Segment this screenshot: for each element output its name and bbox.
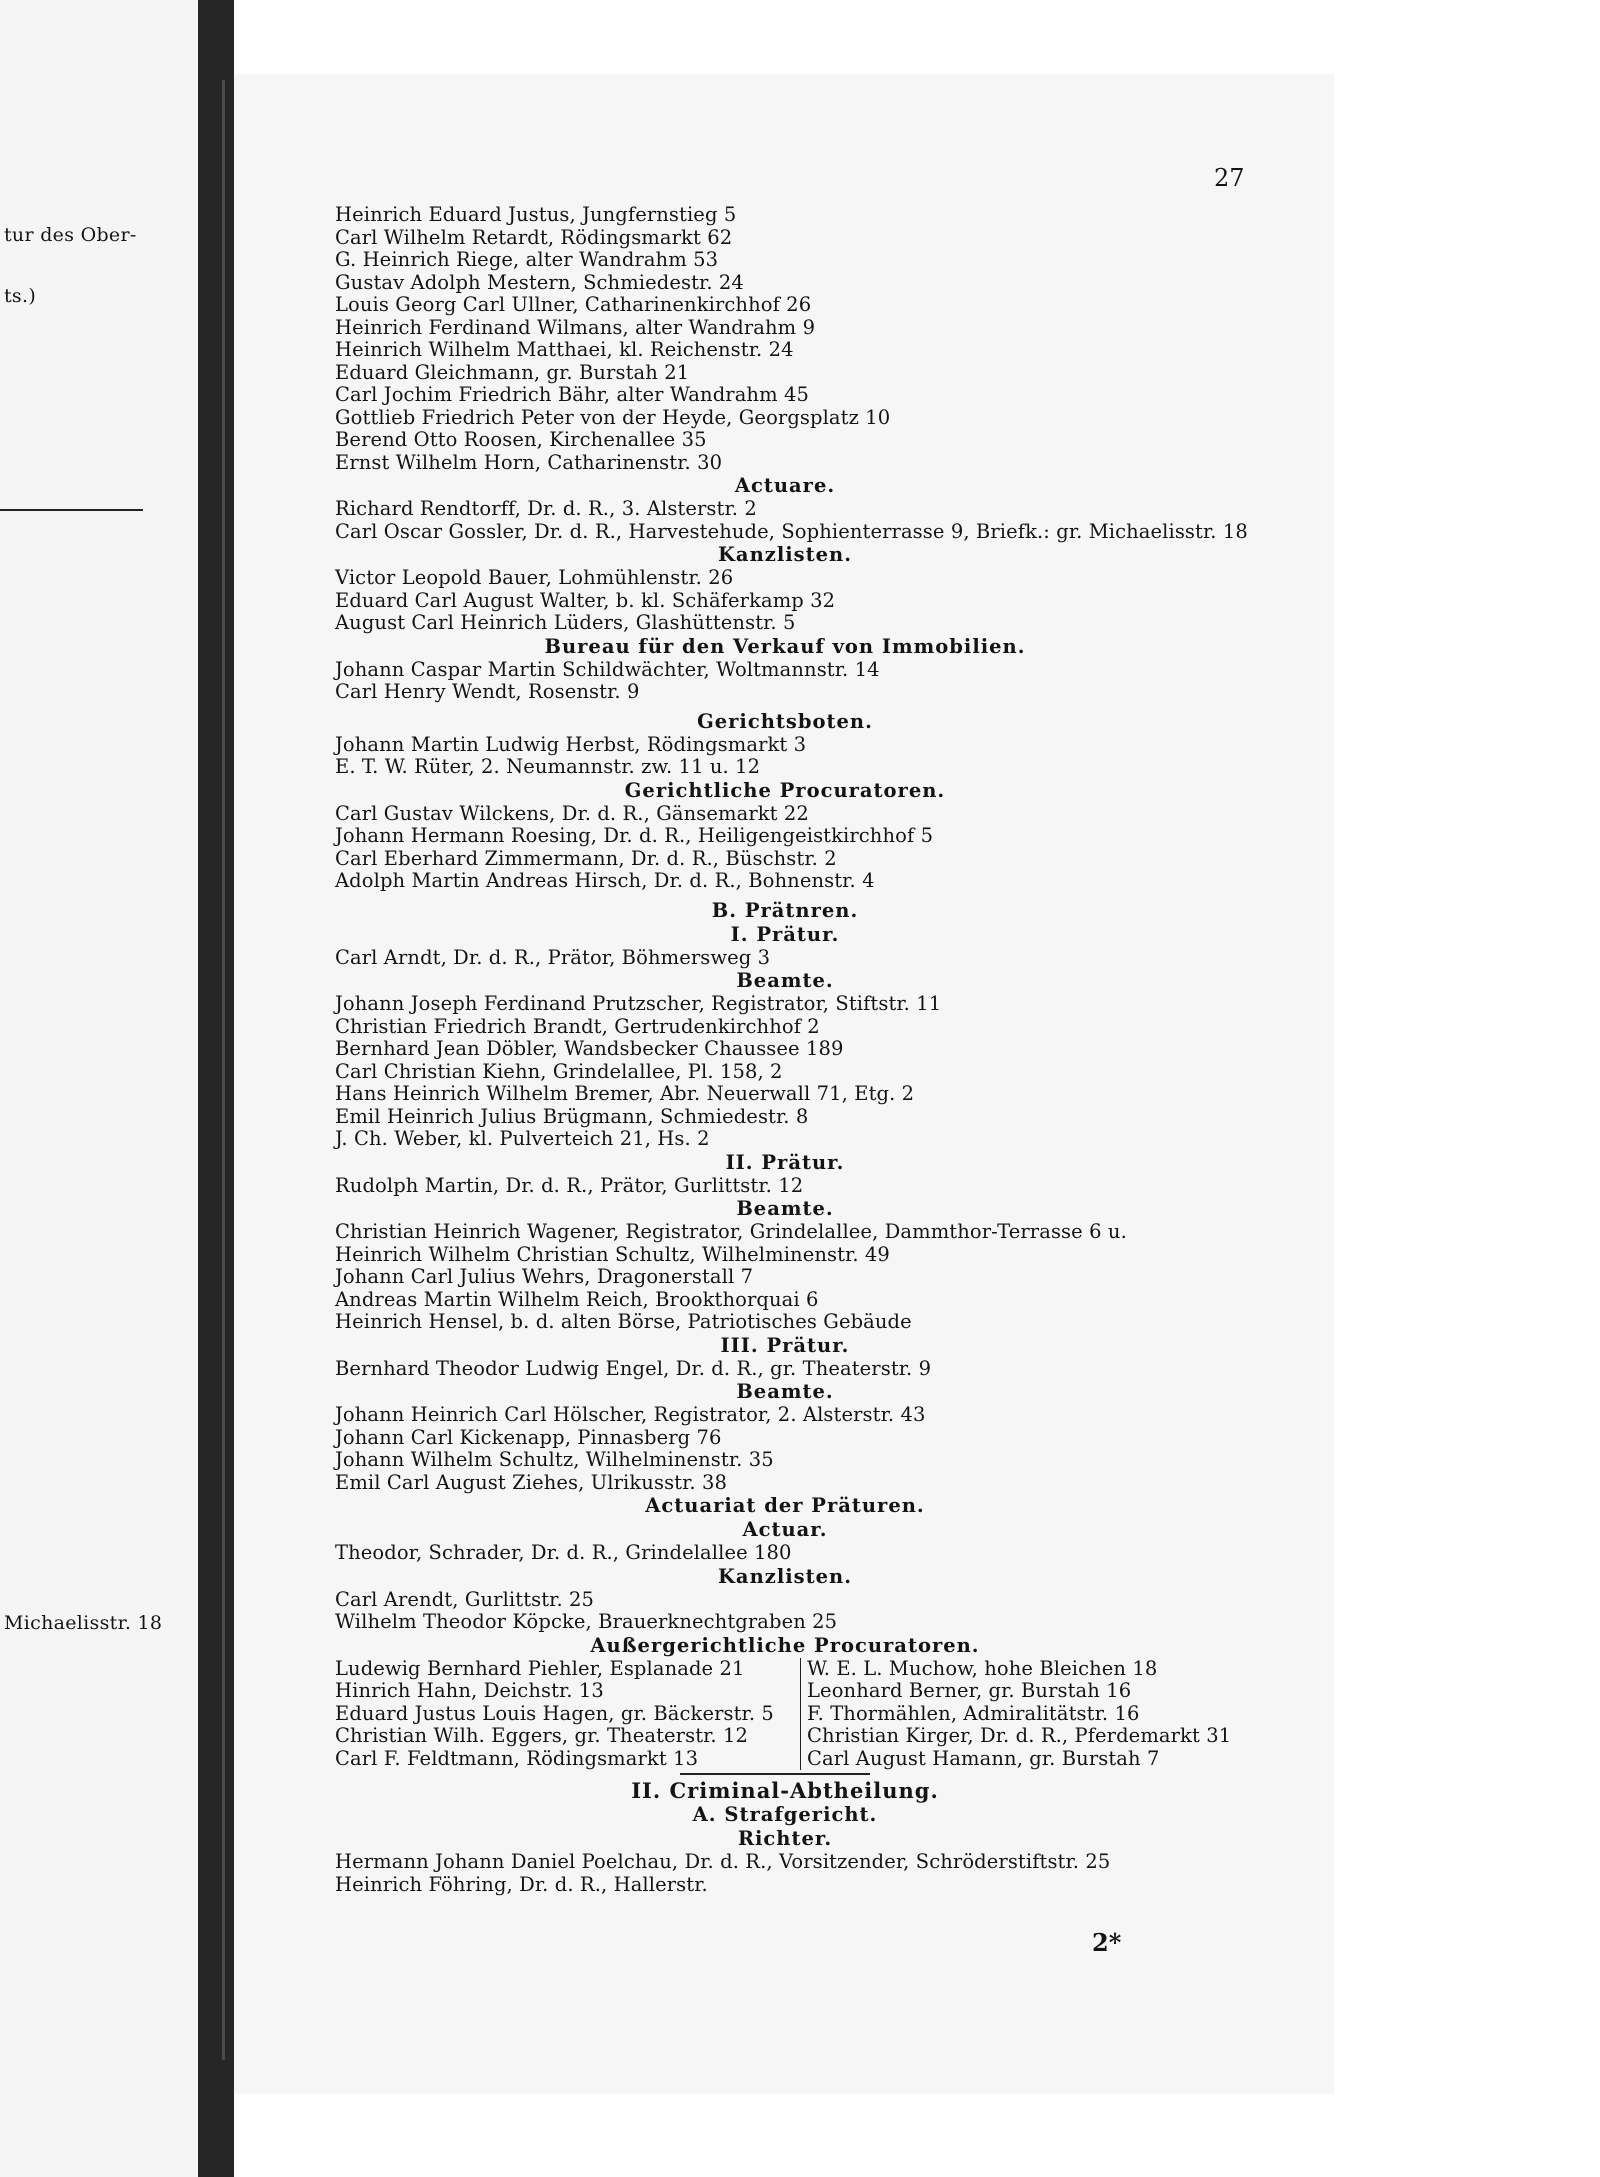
entry-line: Eduard Justus Louis Hagen, gr. Bäckerstr. 5 [335,1701,774,1725]
entry-line: Carl Henry Wendt, Rosenstr. 9 [335,680,640,703]
entry-line: Heinrich Wilhelm Christian Schultz, Wilhelminenstr. 49 [335,1242,890,1266]
entry-line: Eduard Carl August Walter, b. kl. Schäferkamp 32 [335,588,836,612]
procuratoren-columns [335,1658,1235,1771]
section-heading: Beamte. [736,1380,834,1403]
procuratoren-left-column [335,1658,801,1771]
entry-line: Heinrich Hensel, b. d. alten Börse, Patriotisches Gebäude [335,1310,912,1333]
entry-line: Ernst Wilhelm Horn, Catharinenstr. 30 [335,450,723,474]
entry-line: Louis Georg Carl Ullner, Catharinenkirchhof 26 [335,293,812,316]
entry-line: Andreas Martin Wilhelm Reich, Brookthorquai 6 [335,1287,819,1311]
entry-line: Gustav Adolph Mestern, Schmiedestr. 24 [335,270,744,294]
left-facing-page [0,0,213,2177]
entry-line: Christian Friedrich Brandt, Gertrudenkirchhof 2 [335,1014,820,1038]
entry-line: Gottlieb Friedrich Peter von der Heyde, Georgsplatz 10 [335,405,891,429]
section-heading: Kanzlisten. [717,543,852,566]
entry-line: Christian Kirger, Dr. d. R., Pferdemarkt 31 [807,1724,1232,1747]
section-heading: Kanzlisten. [717,1564,852,1588]
entry-line: Johann Martin Ludwig Herbst, Rödingsmarkt 3 [335,732,807,756]
page-gutter-line [222,80,225,2060]
entry-line: Heinrich Föhring, Dr. d. R., Hallerstr. [335,1872,708,1896]
entry-line: Christian Wilh. Eggers, gr. Theaterstr. 12 [335,1724,749,1747]
entry-line: Hermann Johann Daniel Poelchau, Dr. d. R., Vorsitzender, Schröderstiftstr. 25 [335,1850,1111,1873]
entry-line: Johann Hermann Roesing, Dr. d. R., Heiligengeistkirchhof 5 [335,824,934,847]
section-heading: Actuare. [734,474,836,497]
entry-line: Victor Leopold Bauer, Lohmühlenstr. 26 [335,566,734,589]
entry-line: Heinrich Ferdinand Wilmans, alter Wandrahm 9 [335,315,816,339]
entry-line: Rudolph Martin, Dr. d. R., Prätor, Gurlittstr. 12 [335,1173,804,1197]
entry-line: Carl F. Feldtmann, Rödingsmarkt 13 [335,1746,699,1770]
section-heading: Gerichtliche Procuratoren. [624,778,946,802]
procuratoren-right-column [801,1658,1231,1771]
section-heading: Beamte. [736,1197,834,1220]
entry-block [335,204,1235,474]
section-heading: III. Prätur. [720,1333,850,1357]
section-heading: II. Criminal-Abtheilung. [631,1778,939,1803]
entry-line: Wilhelm Theodor Köpcke, Brauerknechtgraben 25 [335,1610,838,1633]
entry-line: Carl Eberhard Zimmermann, Dr. d. R., Büschstr. 2 [335,846,837,870]
entry-line: Eduard Gleichmann, gr. Burstah 21 [335,360,690,384]
section-heading: Actuar. [742,1518,828,1541]
entry-line: Adolph Martin Andreas Hirsch, Dr. d. R., Bohnenstr. 4 [335,869,875,892]
entry-line: Bernhard Theodor Ludwig Engel, Dr. d. R., gr. Theaterstr. 9 [335,1356,932,1380]
entry-line: Carl Gustav Wilckens, Dr. d. R., Gänsemarkt 22 [335,801,809,825]
left-page-fragment: tur des Ober- [4,224,137,246]
section-subheading: A. Strafgericht. [692,1803,878,1826]
section-heading: Bureau für den Verkauf von Immobilien. [544,634,1026,658]
section-heading: II. Prätur. [725,1150,845,1174]
entry-block [335,1851,1235,1896]
directory-listing [335,203,1248,1896]
signature-mark: 2* [1092,1928,1122,1957]
entry-line: Leonhard Berner, gr. Burstah 16 [807,1679,1132,1702]
section-heading: Beamte. [736,969,834,992]
entry-line: Carl Arndt, Dr. d. R., Prätor, Böhmersweg 3 [335,945,771,969]
entry-line: Bernhard Jean Döbler, Wandsbecker Chaussee 189 [335,1037,844,1060]
entry-line: August Carl Heinrich Lüders, Glashüttenstr. 5 [335,611,796,634]
entry-line: E. T. W. Rüter, 2. Neumannstr. zw. 11 u. 12 [335,755,761,778]
entry-line: Berend Otto Roosen, Kirchenallee 35 [335,428,707,451]
entry-line: Carl Jochim Friedrich Bähr, alter Wandrahm 45 [335,383,809,406]
entry-line: Heinrich Eduard Justus, Jungfernstieg 5 [335,203,737,226]
book-binding [198,0,234,2177]
section-heading: Richter. [737,1827,833,1850]
entry-line: Johann Carl Julius Wehrs, Dragonerstall 7 [335,1265,754,1288]
entry-line: Carl August Hamann, gr. Burstah 7 [807,1746,1160,1770]
entry-line: F. Thormählen, Admiralitätstr. 16 [807,1701,1140,1725]
entry-line: Carl Wilhelm Retardt, Rödingsmarkt 62 [335,225,733,249]
entry-line: Heinrich Wilhelm Matthaei, kl. Reichenstr. 24 [335,338,794,361]
entry-line: Emil Heinrich Julius Brügmann, Schmiedestr. 8 [335,1104,809,1128]
section-heading: Außergerichtliche Procuratoren. [590,1633,980,1657]
section-heading: I. Prätur. [730,922,840,946]
entry-line: Christian Heinrich Wagener, Registrator, Grindelallee, Dammthor-Terrasse 6 u. [335,1220,1127,1243]
section-rule [680,1773,870,1775]
section-heading: Gerichtsboten. [697,709,873,733]
entry-line: Johann Heinrich Carl Hölscher, Registrator, 2. Alsterstr. 43 [335,1403,926,1426]
section-heading: Actuariat der Präturen. [645,1494,925,1517]
left-page-fragment: Michaelisstr. 18 [4,1612,163,1634]
entry-line: Hinrich Hahn, Deichstr. 13 [335,1679,604,1702]
section-heading: B. Prätnren. [711,898,859,922]
section-list [335,474,1248,1634]
entry-line: Johann Joseph Ferdinand Prutzscher, Registrator, Stiftstr. 11 [335,992,942,1015]
entry-line: Johann Carl Kickenapp, Pinnasberg 76 [335,1425,722,1449]
entry-line: Hans Heinrich Wilhelm Bremer, Abr. Neuerwall 71, Etg. 2 [335,1082,915,1105]
page-number: 27 [1214,164,1245,192]
entry-line: Theodor, Schrader, Dr. d. R., Grindelallee 180 [335,1541,792,1564]
left-page-fragment: ts.) [4,285,37,307]
left-page-rule [0,509,143,511]
entry-line: J. Ch. Weber, kl. Pulverteich 21, Hs. 2 [335,1127,710,1150]
entry-line: Carl Arendt, Gurlittstr. 25 [335,1587,595,1611]
entry-line: Ludewig Bernhard Piehler, Esplanade 21 [335,1656,745,1680]
entry-line: W. E. L. Muchow, hohe Bleichen 18 [807,1656,1158,1680]
entry-line: G. Heinrich Riege, alter Wandrahm 53 [335,248,719,271]
entry-line: Carl Christian Kiehn, Grindelallee, Pl. 158, 2 [335,1059,783,1083]
entry-line: Emil Carl August Ziehes, Ulrikusstr. 38 [335,1470,727,1494]
entry-line: Carl Oscar Gossler, Dr. d. R., Harvestehude, Sophienterrasse 9, Briefk.: gr. Michaelisstr. 18 [335,519,1248,543]
entry-line: Johann Caspar Martin Schildwächter, Woltmannstr. 14 [335,657,880,681]
entry-line: Richard Rendtorff, Dr. d. R., 3. Alsterstr. 2 [335,497,757,520]
entry-line: Johann Wilhelm Schultz, Wilhelminenstr. 35 [335,1448,774,1471]
